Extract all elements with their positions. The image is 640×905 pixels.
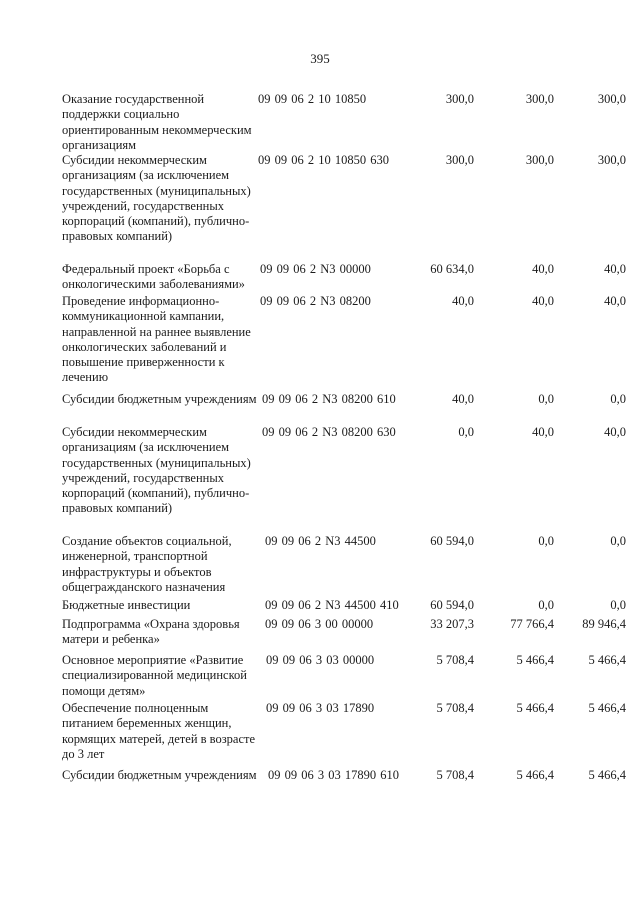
row-code: 09 09 06 2 N3 08200 bbox=[260, 294, 371, 308]
row-value-3: 0,0 bbox=[610, 534, 626, 548]
row-value-3: 40,0 bbox=[604, 294, 626, 308]
row-value-3: 0,0 bbox=[610, 392, 626, 406]
row-code: 09 09 06 2 N3 44500 410 bbox=[265, 598, 399, 612]
row-value-3: 300,0 bbox=[597, 92, 626, 106]
row-value-1: 40,0 bbox=[452, 294, 474, 308]
page-number: 395 bbox=[310, 51, 330, 66]
row-value-2: 5 466,4 bbox=[516, 701, 554, 715]
row-value-3: 300,0 bbox=[597, 153, 626, 167]
row-name: Бюджетные инвестиции bbox=[62, 598, 191, 612]
row-value-1: 60 594,0 bbox=[430, 598, 474, 612]
row-value-2: 40,0 bbox=[532, 294, 554, 308]
row-code: 09 09 06 3 00 00000 bbox=[265, 617, 374, 631]
row-value-1: 40,0 bbox=[452, 392, 474, 406]
row-value-2: 5 466,4 bbox=[516, 653, 554, 667]
row-code: 09 09 06 3 03 17890 bbox=[266, 701, 375, 715]
row-name: Оказание государственной поддержки социально ориентированным некоммерческим организациям bbox=[62, 92, 252, 152]
row-value-2: 5 466,4 bbox=[516, 768, 554, 782]
row-name: Обеспечение полноценным питанием беременных женщин, кормящих матерей, детей в возрасте до 3 лет bbox=[62, 701, 256, 761]
row-name: Субсидии бюджетным учреждениям bbox=[62, 768, 257, 782]
row-code: 09 09 06 3 03 17890 610 bbox=[268, 768, 399, 782]
row-value-2: 77 766,4 bbox=[510, 617, 554, 631]
row-name: Субсидии бюджетным учреждениям bbox=[62, 392, 257, 406]
row-value-1: 300,0 bbox=[445, 153, 474, 167]
row-name: Проведение информационно-коммуникационной кампании, направленной на раннее выявление онкологических заболеваний и повышение приверженности к лечению bbox=[62, 294, 251, 385]
row-value-3: 40,0 bbox=[604, 425, 626, 439]
row-value-1: 5 708,4 bbox=[436, 768, 474, 782]
row-code: 09 09 06 2 10 10850 bbox=[258, 92, 367, 106]
row-code: 09 09 06 2 N3 08200 610 bbox=[262, 392, 396, 406]
row-value-1: 60 634,0 bbox=[430, 262, 474, 276]
row-value-3: 5 466,4 bbox=[588, 701, 626, 715]
row-value-1: 5 708,4 bbox=[436, 701, 474, 715]
row-code: 09 09 06 2 N3 08200 630 bbox=[262, 425, 396, 439]
row-value-3: 0,0 bbox=[610, 598, 626, 612]
row-value-1: 5 708,4 bbox=[436, 653, 474, 667]
row-value-2: 300,0 bbox=[525, 153, 554, 167]
row-value-1: 300,0 bbox=[445, 92, 474, 106]
row-value-3: 89 946,4 bbox=[582, 617, 626, 631]
row-value-1: 0,0 bbox=[458, 425, 474, 439]
row-value-2: 40,0 bbox=[532, 262, 554, 276]
row-value-2: 300,0 bbox=[525, 92, 554, 106]
row-value-2: 40,0 bbox=[532, 425, 554, 439]
row-name: Субсидии некоммерческим организациям (за исключением государственных (муниципальных) учреждений, государственных корпораций (компаний), публично-правовых компаний) bbox=[62, 425, 251, 516]
row-value-2: 0,0 bbox=[538, 534, 554, 548]
row-code: 09 09 06 3 03 00000 bbox=[266, 653, 375, 667]
row-name: Основное мероприятие «Развитие специализированной медицинской помощи детям» bbox=[62, 653, 247, 698]
row-name: Федеральный проект «Борьба с онкологическими заболеваниями» bbox=[62, 262, 245, 292]
row-value-1: 60 594,0 bbox=[430, 534, 474, 548]
row-value-3: 5 466,4 bbox=[588, 653, 626, 667]
row-name: Субсидии некоммерческим организациям (за исключением государственных (муниципальных) учреждений, государственных корпораций (компаний), публично-правовых компаний) bbox=[62, 153, 251, 244]
row-code: 09 09 06 2 N3 00000 bbox=[260, 262, 371, 276]
row-code: 09 09 06 2 10 10850 630 bbox=[258, 153, 389, 167]
row-name: Подпрограмма «Охрана здоровья матери и ребенка» bbox=[62, 617, 240, 647]
row-code: 09 09 06 2 N3 44500 bbox=[265, 534, 376, 548]
row-value-2: 0,0 bbox=[538, 598, 554, 612]
row-value-3: 40,0 bbox=[604, 262, 626, 276]
row-name: Создание объектов социальной, инженерной, транспортной инфраструктуры и объектов общегражданского назначения bbox=[62, 534, 232, 594]
row-value-2: 0,0 bbox=[538, 392, 554, 406]
row-value-3: 5 466,4 bbox=[588, 768, 626, 782]
row-value-1: 33 207,3 bbox=[430, 617, 474, 631]
